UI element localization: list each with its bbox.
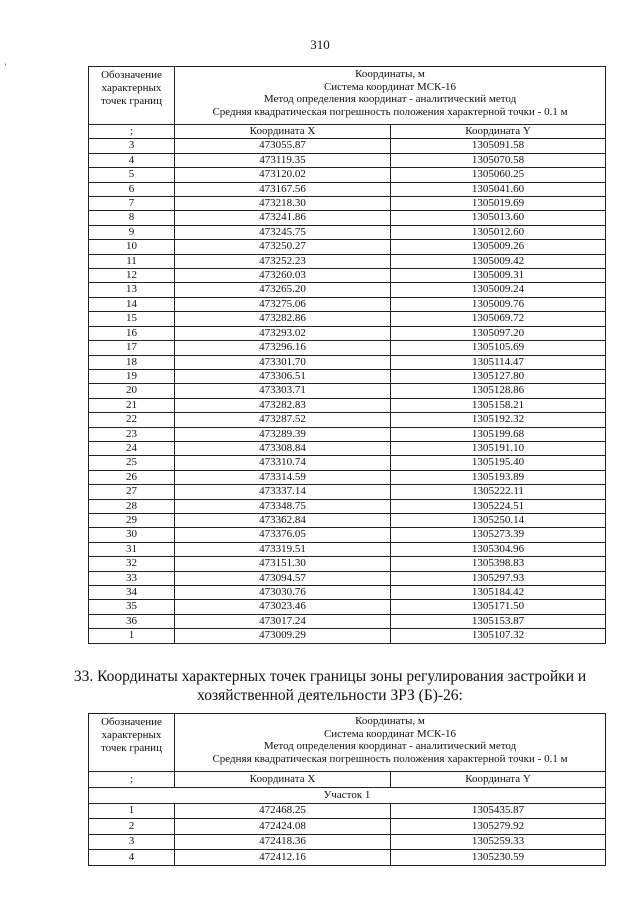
table-row (89, 225, 606, 239)
point-number-cell: 12 (89, 269, 175, 283)
point-number-cell: 19 (89, 369, 175, 383)
column-header-point: ; (89, 125, 175, 139)
coordinate-y-cell: 1305199.68 (391, 427, 606, 441)
table-row (89, 369, 606, 383)
header-left-cell: Обозначение характерных точек границ (89, 67, 175, 125)
point-number-cell: 2 (89, 819, 175, 834)
table-row (89, 341, 606, 355)
coordinate-x-cell: 473319.51 (175, 542, 391, 556)
page-number: 310 (310, 37, 330, 52)
header-main-cell (175, 67, 606, 125)
point-number-cell: 20 (89, 384, 175, 398)
point-number-cell: 9 (89, 225, 175, 239)
point-number-cell: 18 (89, 355, 175, 369)
coordinate-y-cell: 1305105.69 (391, 341, 606, 355)
coordinate-y-cell: 1305128.86 (391, 384, 606, 398)
header-line: Система координат МСК-16 (323, 727, 457, 740)
header-main-cell (175, 714, 606, 772)
coordinate-x-cell: 473119.35 (175, 153, 391, 167)
table-row (89, 139, 606, 153)
table-row (89, 600, 606, 614)
table-row (89, 557, 606, 571)
coordinate-x-cell: 473030.76 (175, 586, 391, 600)
point-number-cell: 28 (89, 499, 175, 513)
coordinate-y-cell: 1305297.93 (391, 571, 606, 585)
coordinate-x-cell: 472412.16 (175, 850, 391, 865)
table-row (89, 470, 606, 484)
point-number-cell: 23 (89, 427, 175, 441)
table-row (89, 834, 606, 849)
table-row (89, 254, 606, 268)
section-heading (60, 667, 600, 705)
coordinate-x-cell: 473245.75 (175, 225, 391, 239)
table-row (89, 398, 606, 412)
point-number-cell: 7 (89, 197, 175, 211)
coordinate-x-cell: 473252.23 (175, 254, 391, 268)
coordinate-x-cell: 473241.86 (175, 211, 391, 225)
header-line: Средняя квадратическая погрешность положения характерной точки - 0.1 м (212, 105, 568, 118)
table-row (89, 499, 606, 513)
coordinate-y-cell: 1305158.21 (391, 398, 606, 412)
point-number-cell: 21 (89, 398, 175, 412)
coordinate-x-cell: 473265.20 (175, 283, 391, 297)
point-number-cell: 3 (89, 834, 175, 849)
point-number-cell: 30 (89, 528, 175, 542)
coordinate-y-cell: 1305009.31 (391, 269, 606, 283)
table-row (89, 312, 606, 326)
coordinate-x-cell: 473337.14 (175, 485, 391, 499)
coordinate-y-cell: 1305041.60 (391, 182, 606, 196)
coordinate-x-cell: 473023.46 (175, 600, 391, 614)
point-number-cell: 26 (89, 470, 175, 484)
table-row (89, 513, 606, 527)
coordinate-x-cell: 473301.70 (175, 355, 391, 369)
coordinate-y-cell: 1305230.59 (391, 850, 606, 865)
point-number-cell: 1 (89, 804, 175, 819)
coordinate-x-cell: 473303.71 (175, 384, 391, 398)
coordinate-x-cell: 473310.74 (175, 456, 391, 470)
point-number-cell: 29 (89, 513, 175, 527)
coordinate-y-cell: 1305304.96 (391, 542, 606, 556)
heading-line-2: хозяйственной деятельности ЗРЗ (Б)-26: (197, 687, 463, 704)
coordinate-y-cell: 1305107.32 (391, 629, 606, 643)
coordinate-y-cell: 1305250.14 (391, 513, 606, 527)
table-row (89, 528, 606, 542)
table-row (89, 441, 606, 455)
header-left-cell: Обозначение характерных точек границ (89, 714, 175, 772)
coordinate-y-cell: 1305224.51 (391, 499, 606, 513)
coordinate-x-cell: 473094.57 (175, 571, 391, 585)
coordinate-y-cell: 1305191.10 (391, 441, 606, 455)
column-header-y: Координата Y (391, 772, 606, 788)
coordinate-x-cell: 473287.52 (175, 413, 391, 427)
coordinate-y-cell: 1305398.83 (391, 557, 606, 571)
header-line: Координаты, м (355, 68, 425, 80)
coordinate-x-cell: 473009.29 (175, 629, 391, 643)
coordinate-y-cell: 1305012.60 (391, 225, 606, 239)
coordinate-x-cell: 473260.03 (175, 269, 391, 283)
coordinate-y-cell: 1305192.32 (391, 413, 606, 427)
coordinate-y-cell: 1305184.42 (391, 586, 606, 600)
table-row (89, 240, 606, 254)
coordinate-x-cell: 473308.84 (175, 441, 391, 455)
coordinate-y-cell: 1305019.69 (391, 197, 606, 211)
coordinate-x-cell: 473362.84 (175, 513, 391, 527)
point-number-cell: 15 (89, 312, 175, 326)
point-number-cell: 11 (89, 254, 175, 268)
column-header-x: Координата X (175, 772, 391, 788)
coordinate-y-cell: 1305091.58 (391, 139, 606, 153)
table-row (89, 326, 606, 340)
point-number-cell: 1 (89, 629, 175, 643)
table-row (89, 456, 606, 470)
header-line: Метод определения координат - аналитический метод (263, 93, 517, 106)
point-number-cell: 3 (89, 139, 175, 153)
coordinate-y-cell: 1305435.87 (391, 804, 606, 819)
point-number-cell: 31 (89, 542, 175, 556)
coordinate-y-cell: 1305222.11 (391, 485, 606, 499)
table-row (89, 542, 606, 556)
coordinate-y-cell: 1305009.42 (391, 254, 606, 268)
point-number-cell: 36 (89, 614, 175, 628)
table-row (89, 427, 606, 441)
coordinate-x-cell: 473275.06 (175, 297, 391, 311)
point-number-cell: 8 (89, 211, 175, 225)
point-number-cell: 13 (89, 283, 175, 297)
coordinate-x-cell: 473296.16 (175, 341, 391, 355)
table-row (89, 153, 606, 167)
point-number-cell: 16 (89, 326, 175, 340)
column-header-y: Координата Y (391, 125, 606, 139)
coordinate-y-cell: 1305097.20 (391, 326, 606, 340)
heading-line-1: 33. Координаты характерных точек границы зоны регулирования застройки и (73, 668, 587, 685)
table-row (89, 197, 606, 211)
table-row (89, 182, 606, 196)
coordinate-x-cell: 473055.87 (175, 139, 391, 153)
column-header-x: Координата X (175, 125, 391, 139)
point-number-cell: 25 (89, 456, 175, 470)
coordinate-y-cell: 1305279.92 (391, 819, 606, 834)
coordinate-y-cell: 1305114.47 (391, 355, 606, 369)
table-row (89, 269, 606, 283)
table-row (89, 283, 606, 297)
table-row (89, 571, 606, 585)
table-row (89, 297, 606, 311)
section-label: Участок 1 (89, 788, 606, 804)
coordinate-x-cell: 472418.36 (175, 834, 391, 849)
coordinates-table-2 (88, 713, 606, 866)
coordinate-y-cell: 1305013.60 (391, 211, 606, 225)
point-number-cell: 14 (89, 297, 175, 311)
coordinate-x-cell: 473218.30 (175, 197, 391, 211)
header-line: Метод определения координат - аналитический метод (263, 740, 517, 753)
coordinate-y-cell: 1305153.87 (391, 614, 606, 628)
coordinate-x-cell: 473348.75 (175, 499, 391, 513)
table-row (89, 586, 606, 600)
coordinate-x-cell: 472424.08 (175, 819, 391, 834)
point-number-cell: 6 (89, 182, 175, 196)
coordinate-y-cell: 1305273.39 (391, 528, 606, 542)
coordinate-x-cell: 473289.39 (175, 427, 391, 441)
margin-mark: ʼ (4, 62, 7, 72)
point-number-cell: 22 (89, 413, 175, 427)
coordinate-x-cell: 473151.30 (175, 557, 391, 571)
point-number-cell: 4 (89, 850, 175, 865)
table-row (89, 355, 606, 369)
coordinate-y-cell: 1305060.25 (391, 168, 606, 182)
coordinate-y-cell: 1305193.89 (391, 470, 606, 484)
coordinate-x-cell: 473017.24 (175, 614, 391, 628)
coordinate-x-cell: 473293.02 (175, 326, 391, 340)
header-line: Средняя квадратическая погрешность положения характерной точки - 0.1 м (212, 752, 568, 765)
point-number-cell: 34 (89, 586, 175, 600)
coordinate-x-cell: 473167.56 (175, 182, 391, 196)
point-number-cell: 33 (89, 571, 175, 585)
coordinate-x-cell: 473120.02 (175, 168, 391, 182)
coordinate-y-cell: 1305009.76 (391, 297, 606, 311)
point-number-cell: 17 (89, 341, 175, 355)
coordinate-y-cell: 1305259.33 (391, 834, 606, 849)
coordinate-x-cell: 472468.25 (175, 804, 391, 819)
table-row (89, 485, 606, 499)
table-row (89, 384, 606, 398)
point-number-cell: 27 (89, 485, 175, 499)
coordinate-y-cell: 1305009.24 (391, 283, 606, 297)
table-row (89, 211, 606, 225)
table-row (89, 819, 606, 834)
table-row (89, 629, 606, 643)
point-number-cell: 10 (89, 240, 175, 254)
table-row (89, 804, 606, 819)
coordinate-y-cell: 1305069.72 (391, 312, 606, 326)
coordinate-y-cell: 1305127.80 (391, 369, 606, 383)
table-row (89, 168, 606, 182)
table-row (89, 850, 606, 865)
table-row (89, 413, 606, 427)
point-number-cell: 32 (89, 557, 175, 571)
coordinate-y-cell: 1305171.50 (391, 600, 606, 614)
coordinates-table-1 (88, 66, 606, 644)
coordinate-x-cell: 473314.59 (175, 470, 391, 484)
point-number-cell: 4 (89, 153, 175, 167)
coordinate-y-cell: 1305070.58 (391, 153, 606, 167)
column-header-point: ; (89, 772, 175, 788)
coordinate-y-cell: 1305195.40 (391, 456, 606, 470)
header-line: Координаты, м (355, 715, 425, 727)
coordinate-x-cell: 473250.27 (175, 240, 391, 254)
coordinate-x-cell: 473306.51 (175, 369, 391, 383)
point-number-cell: 5 (89, 168, 175, 182)
table-row (89, 614, 606, 628)
coordinate-x-cell: 473282.83 (175, 398, 391, 412)
point-number-cell: 24 (89, 441, 175, 455)
coordinate-x-cell: 473282.86 (175, 312, 391, 326)
point-number-cell: 35 (89, 600, 175, 614)
header-line: Система координат МСК-16 (323, 80, 457, 93)
coordinate-x-cell: 473376.05 (175, 528, 391, 542)
coordinate-y-cell: 1305009.26 (391, 240, 606, 254)
